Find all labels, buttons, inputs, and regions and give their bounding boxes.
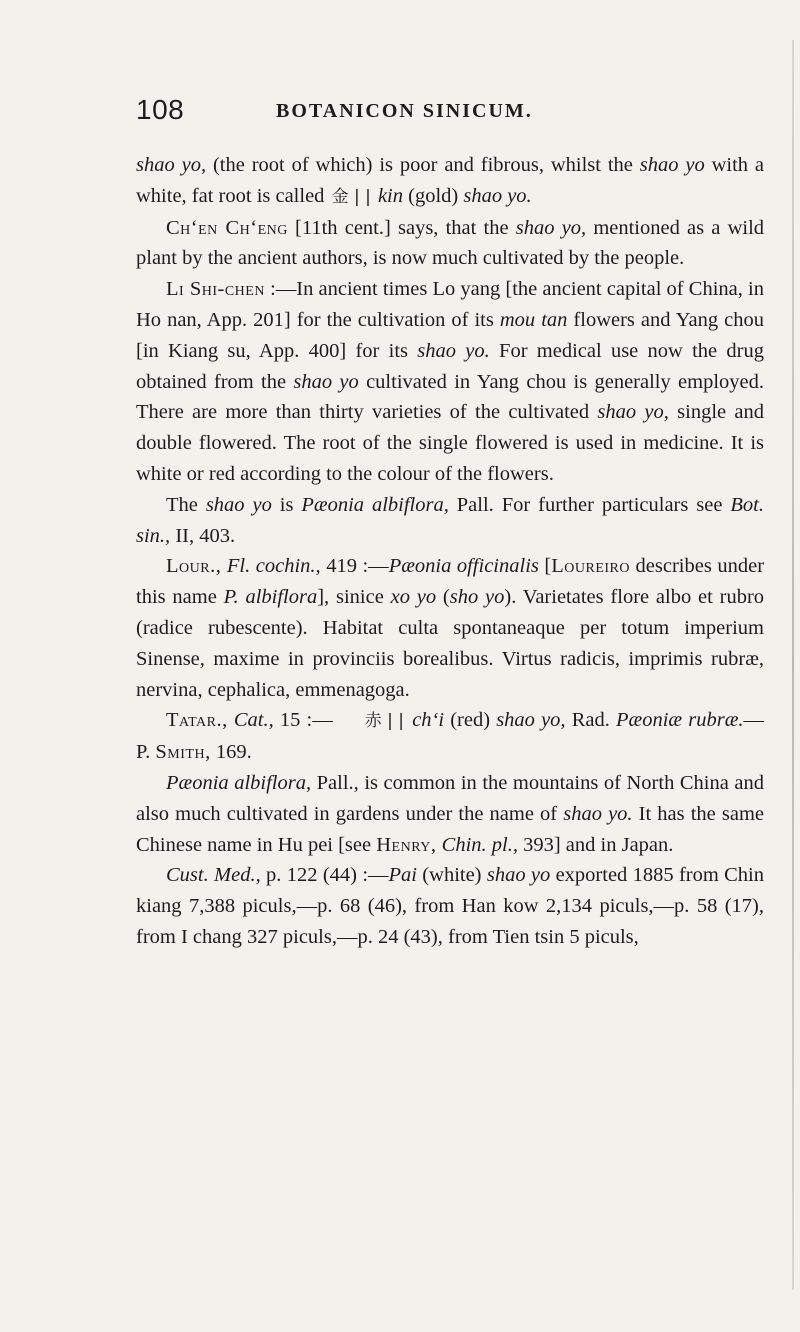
- term: shao yo.: [417, 339, 490, 362]
- author-name: Loureiro: [551, 555, 630, 578]
- term: shao yo: [136, 154, 201, 176]
- text: 393] and in Japan.: [517, 833, 674, 856]
- text: Rad.: [565, 709, 617, 732]
- citation: Fl. cochin.,: [226, 555, 321, 578]
- term: ch‘i: [412, 709, 445, 732]
- term: shao yo: [486, 864, 551, 887]
- text: ). Varietates flore albo et rubro (radice rubescente). Habitat culta spontaneaque per totum imperium Sinense, maxime in provinciis borealibus. Virtus radicis, imprimis rubræ, nervina, cephalica, emmenagoga.: [136, 586, 765, 701]
- paragraph-5: [136, 551, 764, 705]
- author-name: Ch‘en Ch‘eng: [166, 216, 288, 239]
- text: [11th cent.] says, that the: [287, 216, 516, 239]
- text: (gold): [403, 184, 464, 207]
- species-name: Pæonia officinalis: [388, 555, 539, 578]
- text: single and double flowered. The root of the single flowered is used in medicine. It is white or red according to the colour of the flowers.: [136, 401, 764, 485]
- term: sho yo: [449, 586, 505, 609]
- term: shao yo,: [597, 401, 669, 424]
- term: shao yo,: [515, 216, 587, 239]
- text: exported 1885 from Chin kiang 7,388 piculs,—p. 68 (46), from Han kow 2,134 piculs,—p. 58 (17), from I chang 327 piculs,—p. 24 (43), from Tien tsin 5 piculs,: [136, 864, 764, 948]
- text: mentioned as a wild plant by the ancient authors, is now much cultivated by the people.: [136, 216, 765, 270]
- term: shao yo: [293, 370, 359, 393]
- text: [: [538, 555, 552, 578]
- chinese-character: 金 | |: [331, 186, 371, 207]
- citation: Chin. pl.,: [441, 833, 518, 856]
- text: is: [271, 493, 302, 516]
- text: Pall. For further particulars see: [448, 493, 731, 516]
- page-edge-shadow: [792, 40, 794, 1290]
- paragraph-6: [136, 705, 764, 768]
- text: (red): [444, 709, 497, 732]
- citation: Bot. sin.,: [136, 493, 764, 547]
- term: Pai: [388, 864, 417, 887]
- species-name: Pæonia albiflora,: [166, 771, 312, 794]
- author-name: Tatar.,: [166, 709, 228, 732]
- citation: Cat.,: [233, 709, 274, 732]
- paragraph-1: [136, 150, 764, 213]
- text: cultivated in Yang chou is generally employed. There are more than thirty varieties of the cultivated: [136, 370, 765, 424]
- text: describes under this name: [136, 555, 765, 609]
- author-name: Smith,: [155, 741, 211, 764]
- term: xo yo: [390, 586, 437, 609]
- text: (white): [416, 864, 487, 887]
- term: shao yo.: [563, 802, 633, 825]
- term: shao yo.: [463, 184, 532, 207]
- text: The: [166, 493, 206, 516]
- chinese-character: 赤 | |: [364, 711, 405, 732]
- paragraph-4: [136, 490, 764, 552]
- paragraph-8: [136, 860, 764, 952]
- text: 15 :—: [273, 709, 333, 732]
- text: It has the same Chinese name in Hu pei [see: [136, 802, 765, 856]
- text: Pall., is common in the mountains of North China and also much cultivated in gardens under the name of: [136, 771, 764, 825]
- text: (: [436, 586, 450, 609]
- text: :—In ancient times Lo yang [the ancient capital of China, in Ho nan, App. 201] for the cultivation of its: [136, 278, 764, 331]
- term: shao yo: [639, 154, 705, 176]
- term: mou tan: [499, 308, 568, 331]
- text: flowers and Yang chou [in Kiang su, App. 400] for its: [136, 308, 764, 362]
- paragraph-2: [136, 213, 764, 275]
- term: shao yo: [205, 493, 272, 516]
- page-number: 108: [136, 94, 185, 125]
- text: 169.: [210, 741, 252, 764]
- species-name: Pæonia albiflora,: [301, 493, 449, 516]
- text: II, 403.: [170, 524, 236, 547]
- text: 419 :—: [320, 555, 389, 578]
- page-header: [136, 94, 720, 134]
- text: with a white, fat root is called: [136, 154, 765, 207]
- paragraph-3: [136, 274, 764, 490]
- paragraph-7: [136, 768, 764, 860]
- author-name: Henry,: [376, 833, 437, 856]
- term: kin: [377, 184, 403, 207]
- text: For medical use now the drug obtained from the: [136, 339, 765, 393]
- citation: Cust. Med.,: [166, 864, 261, 887]
- text: p. 122 (44) :—: [260, 864, 389, 887]
- running-head: BOTANICON SINICUM.: [276, 100, 533, 122]
- species-name: Pæoniæ rubræ.: [616, 709, 744, 732]
- author-name: Li Shi-chen: [166, 278, 265, 301]
- text: —P.: [136, 709, 765, 764]
- author-name: Lour.,: [166, 555, 222, 578]
- text: , (the root of which) is poor and fibrous, whilst the: [200, 154, 640, 176]
- body-text: [136, 150, 764, 953]
- term: shao yo,: [496, 709, 566, 732]
- species-name: P. albiflora: [223, 586, 318, 609]
- text: ], sinice: [317, 586, 391, 609]
